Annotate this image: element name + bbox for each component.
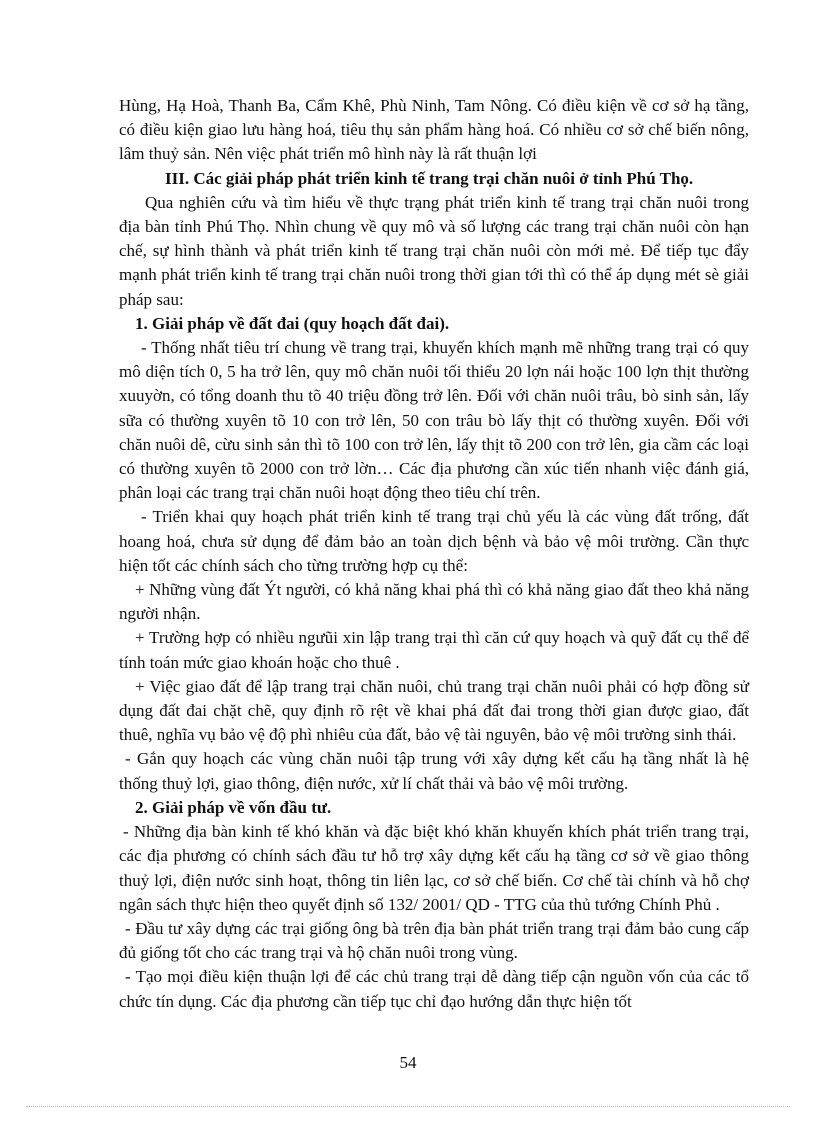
page-bottom-divider (26, 1106, 790, 1107)
paragraph-intro: Hùng, Hạ Hoà, Thanh Ba, Cẩm Khê, Phù Ninh, Tam Nông. Có điều kiện về cơ sở hạ tầng, có điều kiện giao lưu hàng hoá, tiêu thụ sản phẩm hàng hoá. Có nhiều cơ sở chế biến nông, lâm thuỷ sản. Nên việc phát triển mô hình này là rất thuận lợi (119, 96, 749, 164)
paragraph-breeding-farms: - Đầu tư xây dựng các trại giống ông bà trên địa bàn phát triển trang trại đảm bảo cung cấp đủ giống tốt cho các trang trại và hộ chăn nuôi trong vùng. (119, 918, 749, 963)
paragraph-land-planning: - Triển khai quy hoạch phát triển kinh tế trang trại chủ yếu là các vùng đất trống, đất hoang hoá, chưa sử dụng để đảm bảo an toàn dịch bệnh và bảo vệ môi trường. Cần thực hiện tốt các chính sách cho từng trường hợp cụ thể: (119, 507, 749, 575)
paragraph-farm-criteria: - Thống nhất tiêu trí chung về trang trại, khuyến khích mạnh mẽ những trang trại có quy mô diện tích 0, 5 ha trở lên, quy mô chăn nuôi tối thiểu 20 lợn nái hoặc 100 lợn thịt thường xuuyờn, có tổng doanh thu tõ 40 triệu đồng trở lên. Đối với chăn nuôi trâu, bò sinh sản, lấy sữa có thường xuyên tõ 10 con trở lên, 50 con trâu bò lấy thịt có thường xuyên. Đối với chăn nuôi dê, cừu sinh sản thì tõ 100 con trở lên, lấy thịt tõ 200 con trở lên, gia cầm các loại có thường xuyên tõ 2000 con trở lờn… Các địa phương cần xúc tiến nhanh việc đánh giá, phân loại các trang trại chăn nuôi hoạt động theo tiêu chí trên. (119, 338, 749, 503)
section-heading-iii: III. Các giải pháp phát triển kinh tế trang trại chăn nuôi ở tỉnh Phú Thọ. (165, 168, 694, 188)
document-page (119, 94, 749, 1019)
paragraph-difficult-areas: - Những địa bàn kinh tế khó khăn và đặc biệt khó khăn khuyến khích phát triển trang trại, các địa phương có chính sách đầu tư hỗ trợ xây dựng kết cấu hạ tầng cơ sở về giao thông thuỷ lợi, điện nước sinh hoạt, thông tin liên lạc, cơ sở chế biến. Cơ chế tài chính và hỗ chợ ngân sách thực hiện theo quyết định số 132/ 2001/ QD - TTG của thủ tướng Chính Phủ . (119, 822, 749, 914)
subheading-investment-solution: 2. Giải pháp về vốn đầu tư. (135, 797, 332, 817)
list-item-sparse-land: + Những vùng đất Ýt người, có khả năng khai phá thì có khả năng giao đất theo khả năng người nhận. (119, 580, 749, 624)
page-number: 54 (399, 1053, 417, 1072)
subheading-land-solution: 1. Giải pháp về đất đai (quy hoạch đất đai). (135, 313, 450, 333)
paragraph-research: Qua nghiên cứu và tìm hiểu về thực trạng phát triển kinh tế trang trại chăn nuôi trong địa bàn tỉnh Phú Thọ. Nhìn chung về quy mô và số lượng các trang trại chăn nuôi còn hạn chế, sự hình thành và phát triển kinh tế trang trại chăn nuôi còn mới mẻ. Để tiếp tục đẩy mạnh phát triển kinh tế trang trại chăn nuôi trong thời gian tới thì có thể áp dụng mét sè giải pháp sau: (119, 192, 749, 309)
paragraph-infrastructure: - Gắn quy hoạch các vùng chăn nuôi tập trung với xây dựng kết cấu hạ tầng nhất là hệ thống thuỷ lợi, giao thông, điện nước, xử lí chất thải và bảo vệ môi trường. (119, 749, 749, 793)
list-item-land-allocation: + Việc giao đất để lập trang trại chăn nuôi, chủ trang trại chăn nuôi phải có hợp đồng sử dụng đất đai chặt chẽ, quy định rõ rệt về khai phá đất đai trong thời gian được giao, đất thuê, nghĩa vụ bảo vệ độ phì nhiêu của đất, bảo vệ tài nguyên, bảo vệ môi trường sinh thái. (119, 676, 749, 745)
paragraph-credit-access: - Tạo mọi điều kiện thuận lợi để các chủ trang trại dễ dàng tiếp cận nguồn vốn của các tổ chức tín dụng. Các địa phương cần tiếp tục chỉ đạo hướng dẫn thực hiện tốt (119, 967, 749, 1011)
list-item-many-applicants: + Trường hợp có nhiều ngưũi xin lập trang trại thì căn cứ quy hoạch và quỹ đất cụ thể để tính toán mức giao khoán hoặc cho thuê . (119, 628, 749, 672)
